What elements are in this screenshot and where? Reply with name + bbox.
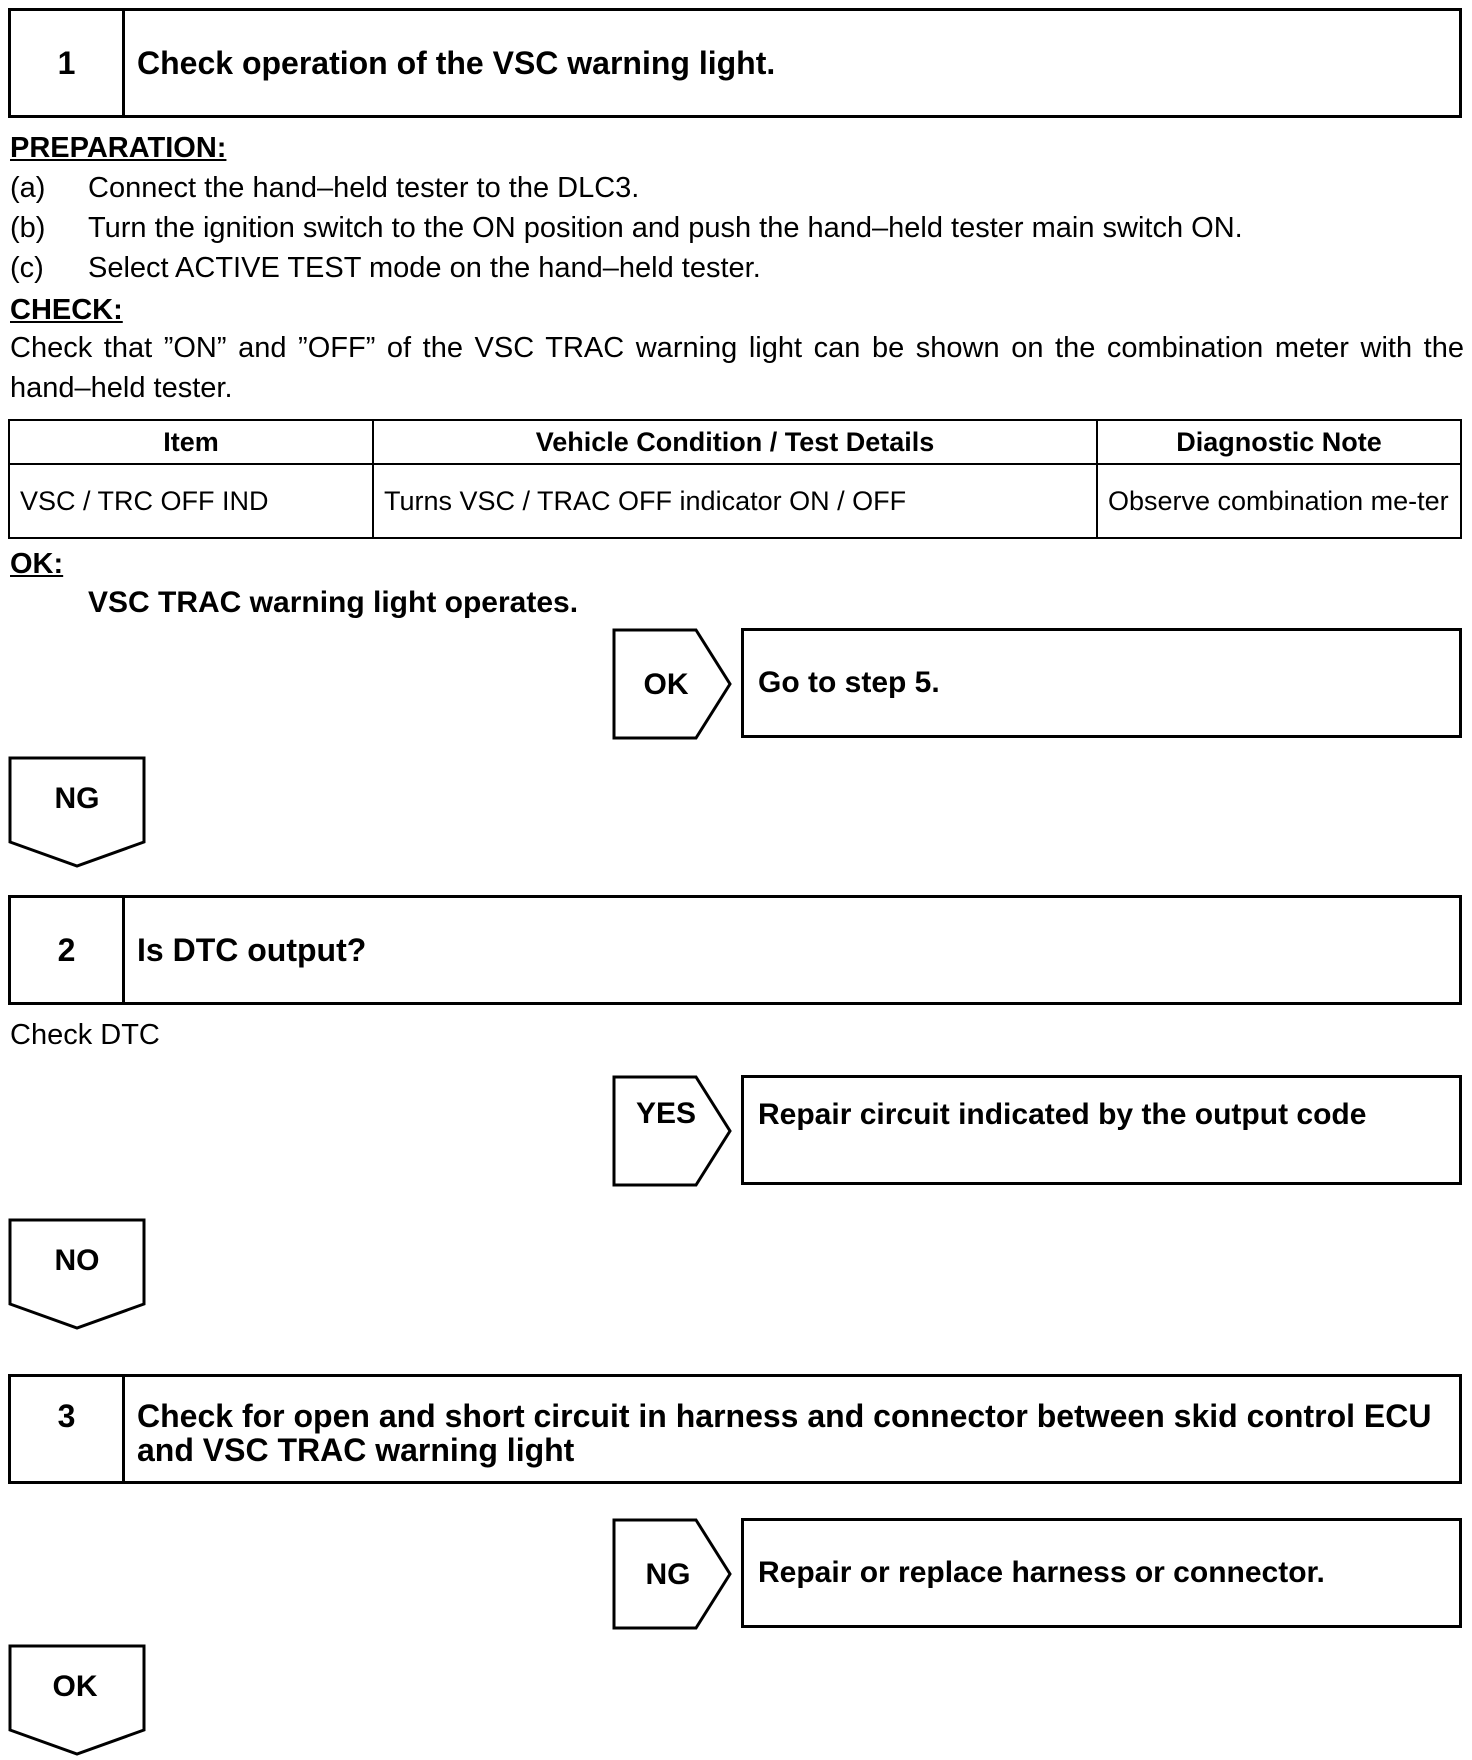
table-row	[9, 464, 1461, 538]
preparation-item	[10, 168, 1460, 208]
step-title: Is DTC output?	[137, 932, 367, 968]
table-cell: VSC / TRC OFF IND	[9, 464, 373, 538]
item-label: (a)	[10, 172, 46, 204]
branch-label: OK	[52, 1670, 98, 1703]
check-table	[8, 419, 1462, 539]
item-label: (c)	[10, 252, 44, 284]
step-number: 1	[11, 11, 125, 115]
branch-arrow-right	[612, 1075, 732, 1187]
branch-label: YES	[635, 1097, 697, 1130]
step-title: Check operation of the VSC warning light.	[137, 45, 776, 81]
item-text: Connect the hand–held tester to the DLC3.	[88, 172, 640, 204]
preparation-item	[10, 208, 1460, 248]
branch-label: NO	[54, 1244, 100, 1277]
branch-label: NG	[645, 1558, 691, 1591]
branch-arrow-down	[8, 756, 148, 868]
step-2-text: Check DTC	[10, 1019, 160, 1051]
branch-label: NG	[54, 782, 100, 815]
table-header-row	[9, 420, 1461, 464]
column-header: Vehicle Condition / Test Details	[373, 420, 1097, 464]
ok-criteria: VSC TRAC warning light operates.	[88, 586, 579, 619]
result-box	[741, 628, 1462, 738]
preparation-item	[10, 248, 1460, 288]
branch-arrow-down	[8, 1218, 148, 1330]
branch-arrow-right	[612, 1518, 732, 1630]
preparation-list	[10, 168, 1460, 288]
step-2-box	[8, 895, 1462, 1005]
branch-arrow-right	[612, 628, 732, 740]
table-cell: Observe combination me-ter	[1097, 464, 1461, 538]
step-number: 2	[11, 898, 125, 1002]
step-1-box	[8, 8, 1462, 118]
result-box	[741, 1075, 1462, 1185]
table-cell: Turns VSC / TRAC OFF indicator ON / OFF	[373, 464, 1097, 538]
step-number: 3	[11, 1377, 125, 1481]
branch-arrow-down	[8, 1644, 148, 1756]
result-text: Repair or replace harness or connector.	[758, 1556, 1325, 1589]
item-text: Select ACTIVE TEST mode on the hand–held tester.	[88, 252, 761, 284]
column-header: Diagnostic Note	[1097, 420, 1461, 464]
step-title: Check for open and short circuit in harness and connector between skid control ECU and VSC TRAC warning light	[137, 1398, 1432, 1468]
branch-label: OK	[643, 668, 689, 701]
result-text: Repair circuit indicated by the output code	[758, 1098, 1367, 1131]
preparation-heading: PREPARATION:	[10, 132, 227, 164]
item-label: (b)	[10, 212, 46, 244]
column-header: Item	[9, 420, 373, 464]
step-3-box	[8, 1374, 1462, 1484]
result-text: Go to step 5.	[758, 666, 940, 699]
check-text: Check that ”ON” and ”OFF” of the VSC TRAC warning light can be shown on the combination meter with the hand–held tester.	[10, 332, 1464, 404]
ok-heading: OK:	[10, 548, 64, 580]
check-heading: CHECK:	[10, 294, 123, 326]
result-box	[741, 1518, 1462, 1628]
item-text: Turn the ignition switch to the ON position and push the hand–held tester main switch ON.	[88, 212, 1243, 244]
